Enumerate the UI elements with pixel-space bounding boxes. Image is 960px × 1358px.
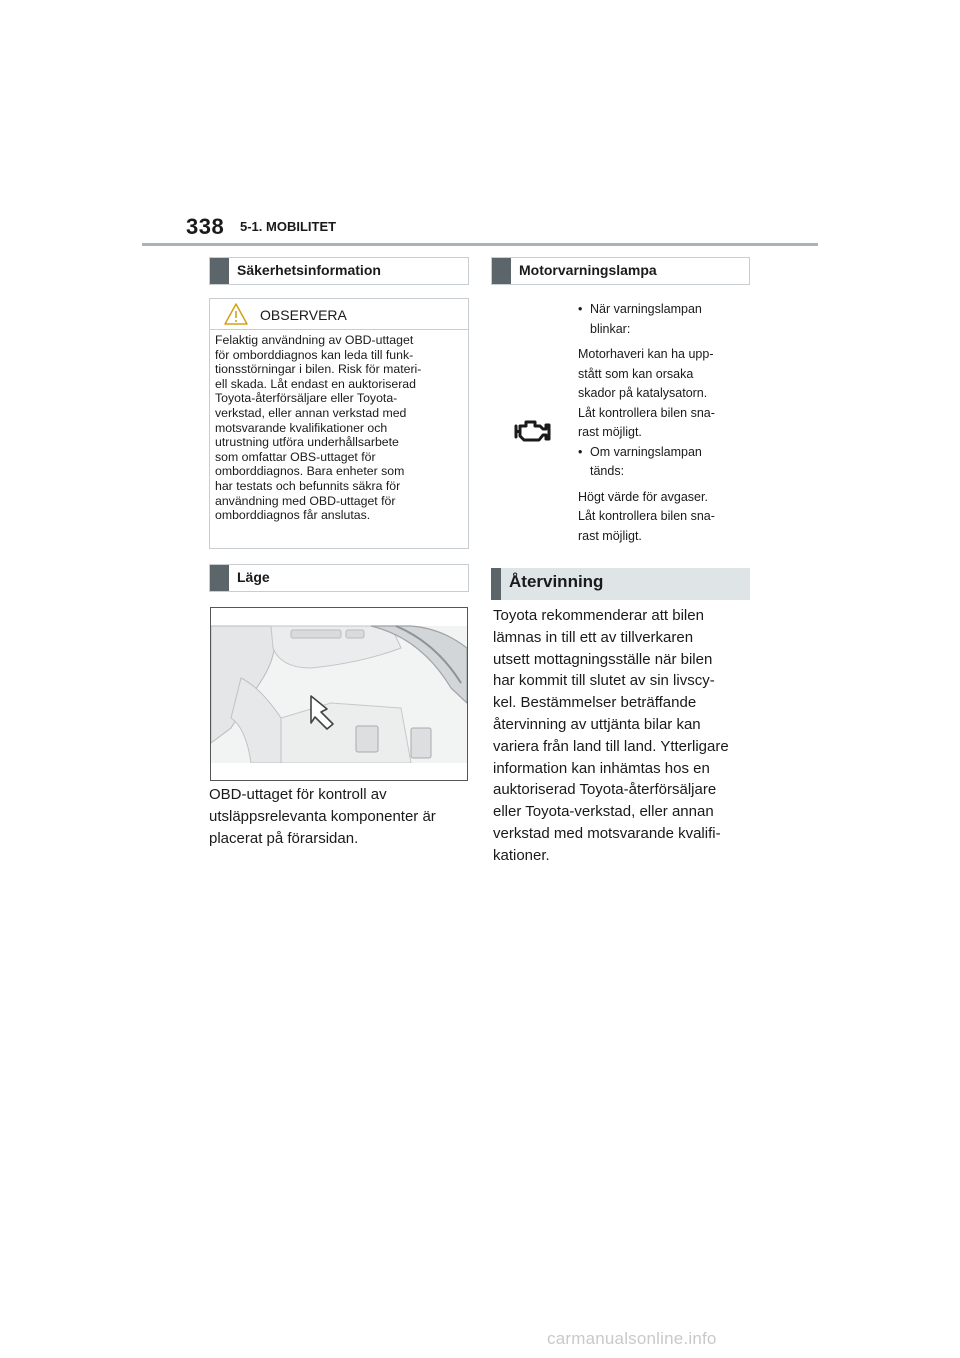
heading-bar: [210, 258, 229, 284]
recycling-paragraph: Toyota rekommenderar att bilen lämnas in till ett av tillverkaren utsett mottagningsställe när bilen har kommit till slutet av sin livscy- kel. Bestämmelser beträffande återvinning av uttjänta bilar kan variera från land till land. Ytterligare information kan inhämtas hos en auktoriserad Toyota-återförsäljare eller Toyota-verkstad, eller annan verkstad med motsvarande kvalifi- kationer.: [493, 607, 729, 864]
warning-bullet: • Om varningslampan tänds:: [578, 443, 758, 482]
section-heading-text: Motorvarningslampa: [519, 262, 657, 278]
heading-bar: [210, 565, 229, 591]
obd-location-illustration: [210, 607, 468, 781]
section-heading-text: Läge: [237, 569, 270, 585]
warning-description: Högt värde för avgaser. Låt kontrollera bilen sna- rast möjligt.: [578, 489, 715, 543]
page-number: 338: [186, 214, 225, 239]
heading-bar: [491, 568, 501, 600]
section-heading-recycling: [491, 568, 750, 600]
section-heading-safety: [209, 257, 469, 285]
chapter-title: 5-1. MOBILITET: [240, 219, 337, 234]
watermark: carmanualsonline.info: [547, 1329, 717, 1348]
warning-triangle-icon: [224, 303, 248, 325]
section-heading-text: Återvinning: [509, 572, 604, 591]
caution-title: OBSERVERA: [260, 307, 347, 323]
warning-description: Motorhaveri kan ha upp- stått som kan orsaka skador på katalysatorn. Låt kontrollera bilen sna- rast möjligt.: [578, 347, 715, 439]
section-heading-text: Säkerhetsinformation: [237, 262, 381, 278]
caution-box: [209, 298, 469, 549]
warning-bullet: • När varningslampan blinkar:: [578, 300, 758, 339]
check-engine-icon: [513, 417, 551, 443]
header-divider: [142, 243, 818, 246]
section-heading-location: [209, 564, 469, 592]
warning-lamp-list: [578, 300, 758, 546]
dashboard-illustration: [211, 608, 467, 780]
section-heading-warning-lamp: [491, 257, 750, 285]
location-paragraph: OBD-uttaget för kontroll av utsläppsrelevanta komponenter är placerat på förarsidan.: [209, 786, 436, 847]
caution-divider: [210, 329, 468, 330]
heading-bar: [492, 258, 511, 284]
caution-body: Felaktig användning av OBD-uttaget för omborddiagnos kan leda till funk- tionsstörningar i bilen. Risk för materi- ell skada. Låt endast en auktoriserad Toyota-återförsäljare eller Toyota- verkstad, eller annan verkstad med motsvarande kvalifikationer och utrustning utföra underhållsarbete som omfattar OBS-uttaget för omborddiagnos. Bara enheter som har testats och befunnits säkra för användning med OBD-uttaget för omborddiagnos får anslutas.: [215, 333, 422, 523]
